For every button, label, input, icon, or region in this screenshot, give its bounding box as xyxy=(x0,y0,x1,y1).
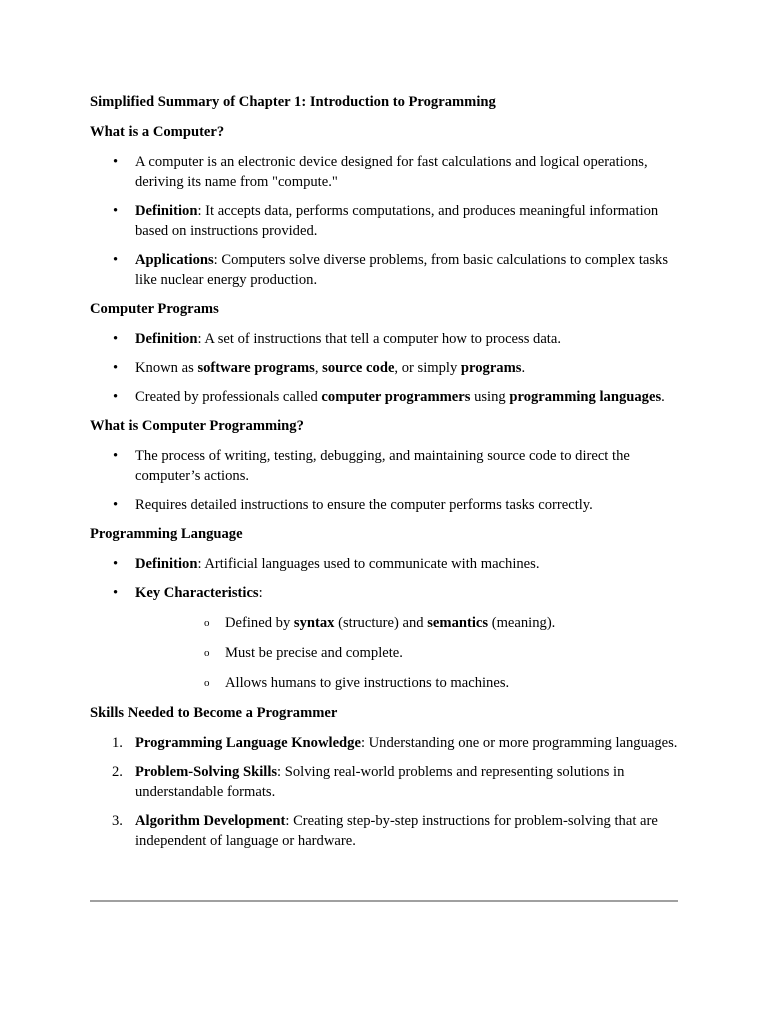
item-text: , xyxy=(314,360,323,376)
item-text: (structure) and xyxy=(334,615,428,631)
computer-list xyxy=(90,152,680,290)
list-item xyxy=(90,329,680,349)
bullet-marker: • xyxy=(113,252,119,268)
item-label: Applications xyxy=(135,252,214,268)
item-text: (meaning). xyxy=(488,615,556,631)
item-label: Definition xyxy=(135,331,198,347)
horizontal-rule xyxy=(90,900,678,902)
item-bold: source code xyxy=(322,360,395,376)
item-text: The process of writing, testing, debugging, and maintaining source code to direct the computer’s actions. xyxy=(135,448,630,484)
bullet-marker: • xyxy=(113,585,119,601)
item-bold: software programs xyxy=(197,360,315,376)
bullet-marker: • xyxy=(113,154,119,170)
bullet-marker: • xyxy=(113,331,119,347)
section-heading-computer: What is a Computer? xyxy=(90,124,225,140)
list-item xyxy=(90,387,680,407)
list-item xyxy=(90,358,680,378)
item-bold: semantics xyxy=(427,615,489,631)
item-label: Programming Language Knowledge xyxy=(135,735,361,751)
number-marker: 2. xyxy=(112,764,123,780)
item-text: , or simply xyxy=(394,360,461,376)
item-text: : Artificial languages used to communicate with machines. xyxy=(197,556,540,572)
sub-bullet-marker: o xyxy=(204,677,210,689)
item-text: : A set of instructions that tell a computer how to process data. xyxy=(197,331,561,347)
document-title: Simplified Summary of Chapter 1: Introduction to Programming xyxy=(90,94,496,110)
item-bold: programming languages xyxy=(509,389,662,405)
list-item xyxy=(90,733,680,753)
item-label: Definition xyxy=(135,203,198,219)
bullet-marker: • xyxy=(113,556,119,572)
sub-list-item xyxy=(135,673,680,693)
item-text: Defined by xyxy=(225,615,294,631)
language-list xyxy=(90,554,680,693)
list-item xyxy=(90,446,680,486)
item-text: A computer is an electronic device designed for fast calculations and logical operations, deriving its name from "compute." xyxy=(135,154,648,190)
section-heading-skills: Skills Needed to Become a Programmer xyxy=(90,705,338,721)
item-text: : xyxy=(258,585,263,601)
programs-list xyxy=(90,329,680,407)
item-text: . xyxy=(661,389,665,405)
item-bold: programs xyxy=(460,360,522,376)
number-marker: 1. xyxy=(112,735,123,751)
document-content xyxy=(90,92,680,860)
bullet-marker: • xyxy=(113,360,119,376)
sub-bullet-marker: o xyxy=(204,617,210,629)
item-text: : It accepts data, performs computations, and produces meaningful information based on instructions provided. xyxy=(135,203,659,239)
list-item xyxy=(90,554,680,574)
item-text: . xyxy=(521,360,526,376)
item-text: : Understanding one or more programming languages. xyxy=(360,735,678,751)
item-label: Key Characteristics xyxy=(135,585,259,601)
item-text: Must be precise and complete. xyxy=(225,645,403,661)
item-text: : Creating step-by-step instructions for problem-solving that are independent of language or hardware. xyxy=(135,813,658,849)
list-item xyxy=(90,811,680,851)
sub-list-item xyxy=(135,613,680,633)
item-label: Algorithm Development xyxy=(135,813,286,829)
section-heading-programs: Computer Programs xyxy=(90,301,219,317)
sub-list-item xyxy=(135,643,680,663)
item-label: Problem-Solving Skills xyxy=(135,764,278,780)
item-text: Requires detailed instructions to ensure the computer performs tasks correctly. xyxy=(135,497,593,513)
item-bold: syntax xyxy=(293,615,335,631)
programming-list xyxy=(90,446,680,515)
list-item xyxy=(90,762,680,802)
skills-list xyxy=(90,733,680,851)
list-item xyxy=(90,583,680,693)
section-heading-language: Programming Language xyxy=(90,526,243,542)
bullet-marker: • xyxy=(113,448,119,464)
characteristics-sublist xyxy=(135,613,680,693)
list-item xyxy=(90,201,680,241)
item-label: Definition xyxy=(135,556,198,572)
bullet-marker: • xyxy=(113,389,119,405)
list-item xyxy=(90,495,680,515)
sub-bullet-marker: o xyxy=(204,647,210,659)
section-heading-programming: What is Computer Programming? xyxy=(90,418,304,434)
list-item xyxy=(90,152,680,192)
item-text: : Solving real-world problems and representing solutions in understandable formats. xyxy=(135,764,625,800)
item-text: using xyxy=(470,389,510,405)
number-marker: 3. xyxy=(112,813,123,829)
item-text: Created by professionals called xyxy=(135,389,322,405)
item-text: Allows humans to give instructions to machines. xyxy=(225,675,510,691)
bullet-marker: • xyxy=(113,203,119,219)
item-text: Known as xyxy=(135,360,198,376)
list-item xyxy=(90,250,680,290)
item-text: : Computers solve diverse problems, from basic calculations to complex tasks like nuclear energy production. xyxy=(135,252,669,288)
item-bold: computer programmers xyxy=(321,389,471,405)
bullet-marker: • xyxy=(113,497,119,513)
